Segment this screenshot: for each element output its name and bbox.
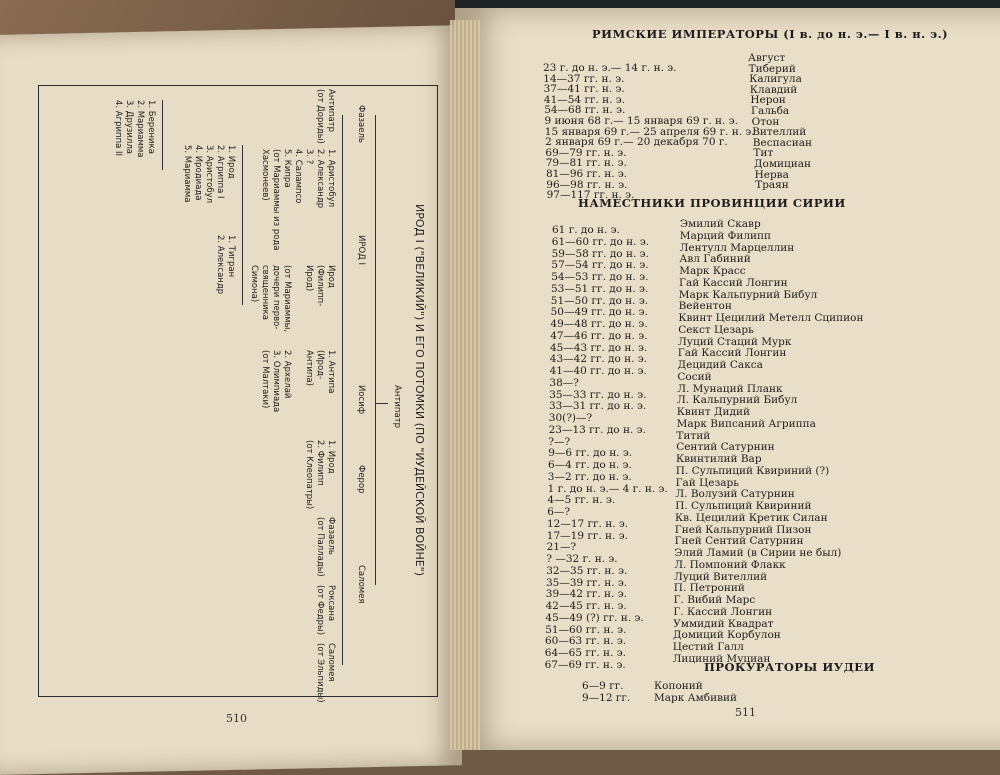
row-date: 47—46 гг. до н. э. [550,329,648,342]
row-date: 81—96 гг. н. э. [546,168,628,180]
row-name: Г. Вибий Марс [673,594,756,606]
section-title-judea: ПРОКУРАТОРЫ ИУДЕИ [704,660,875,674]
row-date: 67—69 гг. н. э. [544,658,626,671]
row-name: Л. Мунаций Планк [677,382,783,395]
row-name: Марк Амбивий [654,691,737,704]
row-date: 42—45 гг. н. э. [545,600,627,612]
node-antipater-child: Антипатр (от Дориды) [315,89,336,144]
row-date: 23—13 гг. до н. э. [548,423,646,436]
section-title-emperors: РИМСКИЕ ИМПЕРАТОРЫ (I в. до н. э.— I в. н. э.) [592,27,949,41]
row-date: 60—63 гг. н. э. [545,635,627,648]
node-salome-elpida: Саломея (от Эльпиды) [315,643,336,703]
genealogy-table [40,85,438,703]
row-name: Луций Вителлий [674,570,768,583]
row-name: Август [748,52,786,64]
row-name: Лициний Муциан [672,652,771,665]
row-name: Лентулл Марцеллин [679,241,795,254]
row-name: Секст Цезарь [678,323,754,336]
row-date: 23 г. до н. э.— 14 г. н. э. [543,62,677,74]
row-date: 39—42 гг. н. э. [545,588,627,601]
node-joseph: Иосиф [356,385,366,415]
row-name: Клавдий [749,83,798,96]
row-date: 3—2 гг. до н. э. [547,470,632,483]
row-date: 45—43 гг. до н. э. [550,341,648,354]
row-name: Сентий Сатурнин [676,441,775,454]
row-date: 35—39 гг. н. э. [546,576,628,589]
row-date: 50—49 гг. до н. э. [550,306,648,319]
connector-line [242,145,243,305]
row-name: Сосий [677,370,712,383]
row-name: Кв. Цецилий Кретик Силан [675,511,828,524]
row-name: Марк Кальпурний Бибул [678,288,818,301]
row-name: Л. Волузий Сатурнин [675,488,795,501]
row-name: Марк Красс [679,265,746,277]
row-date: 43—42 гг. до н. э. [549,353,648,366]
row-date: 41—40 гг. до н. э. [549,365,647,377]
node-fasael: Фазаель [356,105,366,143]
row-date: 6—? [547,506,570,518]
row-name: Вейентон [678,300,732,313]
node-fasael-pallada: Фазаель (от Паллады) [315,517,336,577]
row-name: Гай Кассий Лонгин [679,276,788,289]
row-name: Гней Кальпурний Пизон [674,523,812,536]
row-name: Траян [755,179,789,192]
row-name: Тит [753,147,774,160]
row-date: 97—117 гг. н. э. [546,189,635,202]
section-title-syria: НАМЕСТНИКИ ПРОВИНЦИИ СИРИИ [578,196,846,210]
node-antipas: 1. Антипа (Ирод- Антипа) 2. Архелай 3. Олимпиада (от Малтаки) [260,350,336,413]
row-date: 30(?)—? [548,412,593,424]
page-number-left: 510 [226,712,247,725]
row-date: 69—79 гг. н. э. [545,146,627,159]
row-date: 15 января 69 г.— 25 апреля 69 г. н. э. [544,125,755,138]
row-name: Элий Ламий (в Сирии не был) [674,547,842,559]
row-date: 6—9 гг. [582,680,624,692]
connector-line [162,100,163,170]
page-edges [450,20,480,750]
row-date: 64—65 гг. н. э. [544,647,626,659]
node-antipater-top: Антипатр [392,385,402,428]
row-name: П. Петроний [673,582,745,595]
row-date: 61 г. до н. э. [552,224,620,236]
row-date: 37—41 гг. н. э. [543,83,625,96]
row-name: Уммидий Квадрат [673,617,774,630]
row-name: Квинт Цецилий Метелл Сципион [678,312,864,324]
row-date: 59—58 гг. до н. э. [551,247,649,260]
row-date: 1 г. до н. э.— 4 г. н. э. [547,482,668,495]
row-name: Л. Помпоний Флакк [674,558,786,571]
row-date: 9—12 гг. [582,691,631,704]
row-name: П. Сульпиций Квириний [675,500,812,512]
node-feror: Ферор [356,465,366,494]
row-name: Марций Филипп [679,229,771,242]
row-name: Отон [751,115,780,128]
row-name: Домиций Корбулон [673,629,781,642]
row-date: 45—49 (?) гг. н. э. [545,611,644,624]
page-number-right: 511 [735,706,756,719]
row-date: 4—5 гг. н. э. [547,494,616,507]
row-name: Квинтилий Вар [676,453,762,465]
row-date: ?—? [548,435,571,448]
connector-line [375,115,376,585]
row-date: ? —32 г. н. э. [546,553,618,565]
node-salome: Саломея [356,565,366,604]
row-date: 57—54 гг. до н. э. [551,259,649,272]
row-date: 12—17 гг. н. э. [547,517,629,530]
row-date: 54—68 гг. н. э. [544,104,626,117]
row-name: П. Сульпиций Квириний (?) [675,464,830,477]
row-date: 96—98 гг. н. э. [546,178,628,191]
row-name: Авл Габиний [679,253,751,266]
row-date: 53—51 гг. до н. э. [551,282,649,295]
row-name: Нерон [750,94,786,107]
row-name: Г. Кассий Лонгин [673,605,773,618]
row-name: Копоний [654,680,703,692]
row-name: Эмилий Скавр [680,218,761,230]
node-alexander-children: 1. Тигран 2. Александр [215,235,236,295]
node-herod-philip-cleopatra: 1. Ирод 2. Филипп (от Клеопатры) [304,440,336,510]
list-item [582,691,737,705]
row-date: 61—60 гг. до н. э. [551,235,650,248]
row-name: Луций Стаций Мурк [678,335,792,348]
row-name: Гальба [751,105,790,117]
row-name: Цестий Галл [672,641,744,653]
row-name: Гай Цезарь [675,476,739,489]
node-agrippa-children: 1. Береника 2. Мариамма 3. Друзилла 4. Агриппа II [113,100,156,158]
row-date: 51—60 гг. н. э. [545,623,627,636]
row-name: Нерва [754,168,789,181]
row-date: 2 января 69 г.— 20 декабря 70 г. [545,136,728,149]
row-name: Л. Кальпурний Бибул [677,394,798,407]
row-date: 35—33 гг. до н. э. [549,388,647,401]
connector-line [342,115,343,665]
row-name: Титий [676,429,711,442]
row-date: 14—37 гг. н. э. [543,72,625,85]
row-name: Децидий Сакса [677,359,763,371]
row-date: 33—31 гг. до н. э. [549,400,647,413]
row-name: Гней Сентий Сатурнин [674,535,804,548]
row-date: 32—35 гг. н. э. [546,564,628,577]
row-name: Марк Випсаний Агриппа [676,417,816,430]
node-herod-philip: Ирод (Филипп- Ирод) (от Мариаммы, дочери перво- священника Симона) [249,265,336,333]
row-name: Вителлий [752,126,807,139]
row-name: Домициан [754,158,812,170]
row-date: 41—54 гг. н. э. [543,93,626,106]
genealogy-title: ИРОД I ("ВЕЛИКИЙ") И ЕГО ПОТОМКИ (ПО "ИУДЕЙСКОЙ ВОЙНЕ") [413,203,426,577]
connector-line [376,403,388,404]
row-date: 51—50 гг. до н. э. [550,294,649,307]
row-name: Квинт Дидий [676,406,750,418]
node-roxana: Роксана (от Федры) [315,585,336,636]
row-date: 21—? [546,541,577,554]
node-herod: ИРОД I [356,235,366,266]
row-date: 6—4 гг. до н. э. [548,459,632,471]
row-date: 9 июня 68 г.— 15 января 69 г. н. э. [544,115,738,127]
row-name: Веспасиан [752,136,812,149]
row-name: Тиберий [748,62,796,75]
row-name: Гай Кассий Лонгин [677,347,787,360]
row-date: 38—? [549,376,579,389]
node-mariamme-children: 1. Аристобул 2. Александр 3. ? 4. Салампсо 5. Кипра (от Мариаммы из рода Хасмонеев) [260,149,336,251]
row-date: 54—53 гг. до н. э. [551,271,649,283]
row-date: 17—19 гг. н. э. [546,529,628,542]
row-date: 49—48 гг. до н. э. [550,318,648,330]
row-date: 9—6 гг. до н. э. [548,447,633,460]
row-date: 79—81 гг. н. э. [545,157,627,170]
row-name: Калигула [749,73,802,86]
node-aristobul-children: 1. Ирод 2. Агриппа I 3. Аристобул 4. Иродиада 5. Мариамма [182,145,236,204]
